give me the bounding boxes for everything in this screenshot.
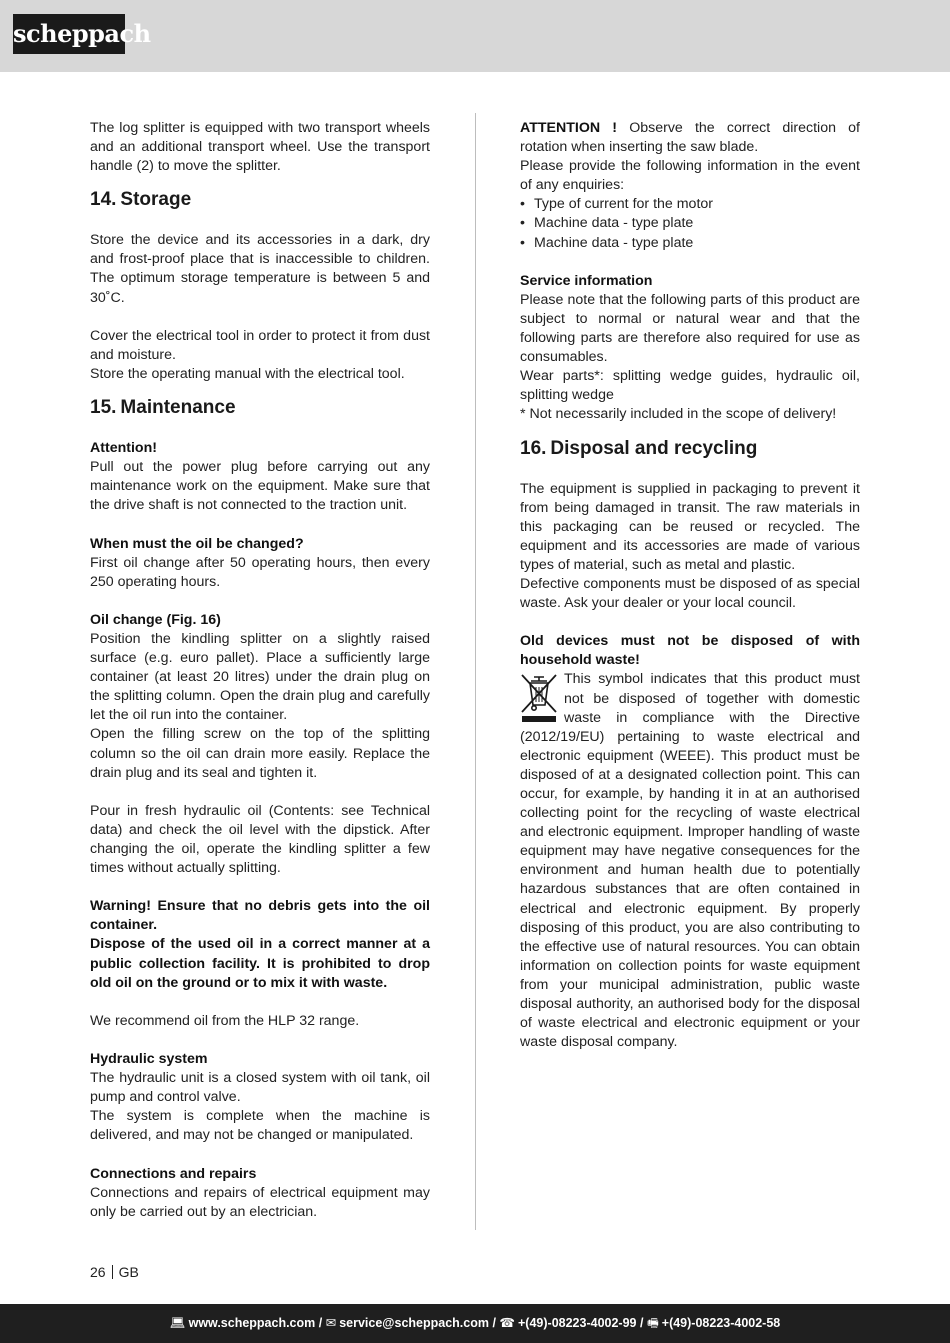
attention-heading: Attention! xyxy=(90,440,157,457)
storage-paragraph: Store the operating manual with the electrical tool. xyxy=(90,365,405,382)
computer-icon: 💻︎ xyxy=(169,1316,186,1330)
connections-text: Connections and repairs of electrical equipment may only be carried out by an electrician. xyxy=(90,1184,430,1220)
oil-change-paragraph: Open the filling screw on the top of the splitting column so the oil can drain more easily. Replace the drain plug and its seal and tighten it. xyxy=(90,726,430,781)
service-heading: Service information xyxy=(520,272,653,289)
enquiries-text: Please provide the following information in the event of any enquiries: xyxy=(520,158,860,194)
warning-text: Dispose of the used oil in a correct manner at a public collection facility. It is prohibited to drop old oil on the ground or to mix it with waste. xyxy=(90,936,430,991)
service-text: * Not necessarily included in the scope of delivery! xyxy=(520,406,837,423)
storage-paragraph: Cover the electrical tool in order to protect it from dust and moisture. xyxy=(90,327,430,363)
disposal-paragraph: The equipment is supplied in packaging to prevent it from being damaged in transit. The raw materials in this packaging can be reused or recycled. The equipment and its accessories are made of various types of material, such as metal and plastic. xyxy=(520,480,860,573)
old-devices-heading: Old devices must not be disposed of with household waste! xyxy=(520,633,860,669)
page-footer: 💻︎ www.scheppach.com / ✉︎ service@scheppach.com / ☎︎ +(49)-08223-4002-99 / 🖷︎ +(49)-08223-4002-58 xyxy=(0,1304,950,1343)
phone-icon: ☎︎ xyxy=(499,1316,515,1330)
attention-text: Pull out the power plug before carrying out any maintenance work on the equipment. Make sure that the drive shaft is not connected to the traction unit. xyxy=(90,459,430,514)
list-item: • Machine data - type plate xyxy=(520,214,860,233)
crossed-bin-icon xyxy=(520,672,558,724)
column-divider xyxy=(475,113,476,1230)
weee-block xyxy=(520,670,860,1052)
hydraulic-heading: Hydraulic system xyxy=(90,1051,208,1068)
website-link[interactable]: www.scheppach.com xyxy=(188,1316,316,1330)
warning-text: Warning! Ensure that no debris gets into the oil container. xyxy=(90,898,430,934)
oil-recommendation: We recommend oil from the HLP 32 range. xyxy=(90,1012,360,1029)
weee-text: This symbol indicates that this product must not be disposed of together with domestic waste in compliance with the Directive (2012/19/EU) pertaining to waste electrical and electronic equipment (WEEE). This product must be disposed of at a designated collection point. This can occur, for example, by handing it in at an authorised collecting point for the recycling of waste electrical and electronic equipment. Improper handling of waste equipment may have negative consequences for the environment and human health due to potentially hazardous substances that are often contained in electrical and electronic equipment. By properly disposing of this product, you are also contributing to the effective use of natural resources. You can obtain information on collection points for waste equipment from your municipal administration, public waste disposal authority, an authorised body for the disposal of waste electrical and electronic equipment or your waste disposal company. xyxy=(520,671,860,1051)
section-heading-maintenance: 15. Maintenance xyxy=(90,397,236,419)
page-number: 26 GB xyxy=(90,1264,139,1280)
section-heading-storage: 14. Storage xyxy=(90,189,192,211)
brand-logo: scheppach xyxy=(13,14,125,54)
page-header xyxy=(0,0,950,72)
transport-intro: The log splitter is equipped with two transport wheels and an additional transport wheel. Use the transport handle (2) to move the splitter. xyxy=(90,120,430,175)
attention-rotation: ATTENTION ! Observe the correct direction of rotation when inserting the saw blade. xyxy=(520,120,860,156)
storage-paragraph: Store the device and its accessories in a dark, dry and frost-proof place that is inaccessible to children. The optimum storage temperature is between 5 and 30˚C. xyxy=(90,232,430,306)
left-column xyxy=(90,119,430,1222)
oil-when-heading: When must the oil be changed? xyxy=(90,535,304,552)
hydraulic-text: The hydraulic unit is a closed system with oil tank, oil pump and control valve. xyxy=(90,1070,430,1106)
list-item: • Type of current for the motor xyxy=(520,195,860,214)
section-heading-disposal: 16. Disposal and recycling xyxy=(520,437,758,459)
fax-number: +(49)-08223-4002-58 xyxy=(661,1316,781,1330)
hydraulic-text: The system is complete when the machine is delivered, and may not be changed or manipulated. xyxy=(90,1108,430,1144)
service-text: Please note that the following parts of this product are subject to normal or natural wear and that the following parts are therefore also required for use as consumables. xyxy=(520,291,860,366)
right-column xyxy=(520,119,860,1052)
oil-change-heading: Oil change (Fig. 16) xyxy=(90,611,221,628)
list-item: • Machine data - type plate xyxy=(520,234,860,253)
oil-change-paragraph: Pour in fresh hydraulic oil (Contents: see Technical data) and check the oil level with the dipstick. After changing the oil, operate the kindling splitter a few times without actually splitting. xyxy=(90,802,430,877)
disposal-paragraph: Defective components must be disposed of as special waste. Ask your dealer or your local council. xyxy=(520,575,860,612)
enquiries-list xyxy=(520,195,860,252)
oil-when-text: First oil change after 50 operating hours, then every 250 operating hours. xyxy=(90,554,430,590)
email-link[interactable]: service@scheppach.com xyxy=(339,1316,489,1330)
fax-icon: 🖷︎ xyxy=(646,1316,659,1330)
service-text: Wear parts*: splitting wedge guides, hydraulic oil, splitting wedge xyxy=(520,368,860,404)
mail-icon: ✉︎ xyxy=(325,1316,337,1330)
connections-heading: Connections and repairs xyxy=(90,1165,257,1182)
phone-number: +(49)-08223-4002-99 xyxy=(518,1316,637,1330)
oil-change-paragraph: Position the kindling splitter on a slightly raised surface (e.g. euro pallet). Place a sufficiently large container (at least 20 litres) under the drain plug on the splitting column. Open the drain plug and carefully let the oil run into the container. xyxy=(90,630,430,724)
